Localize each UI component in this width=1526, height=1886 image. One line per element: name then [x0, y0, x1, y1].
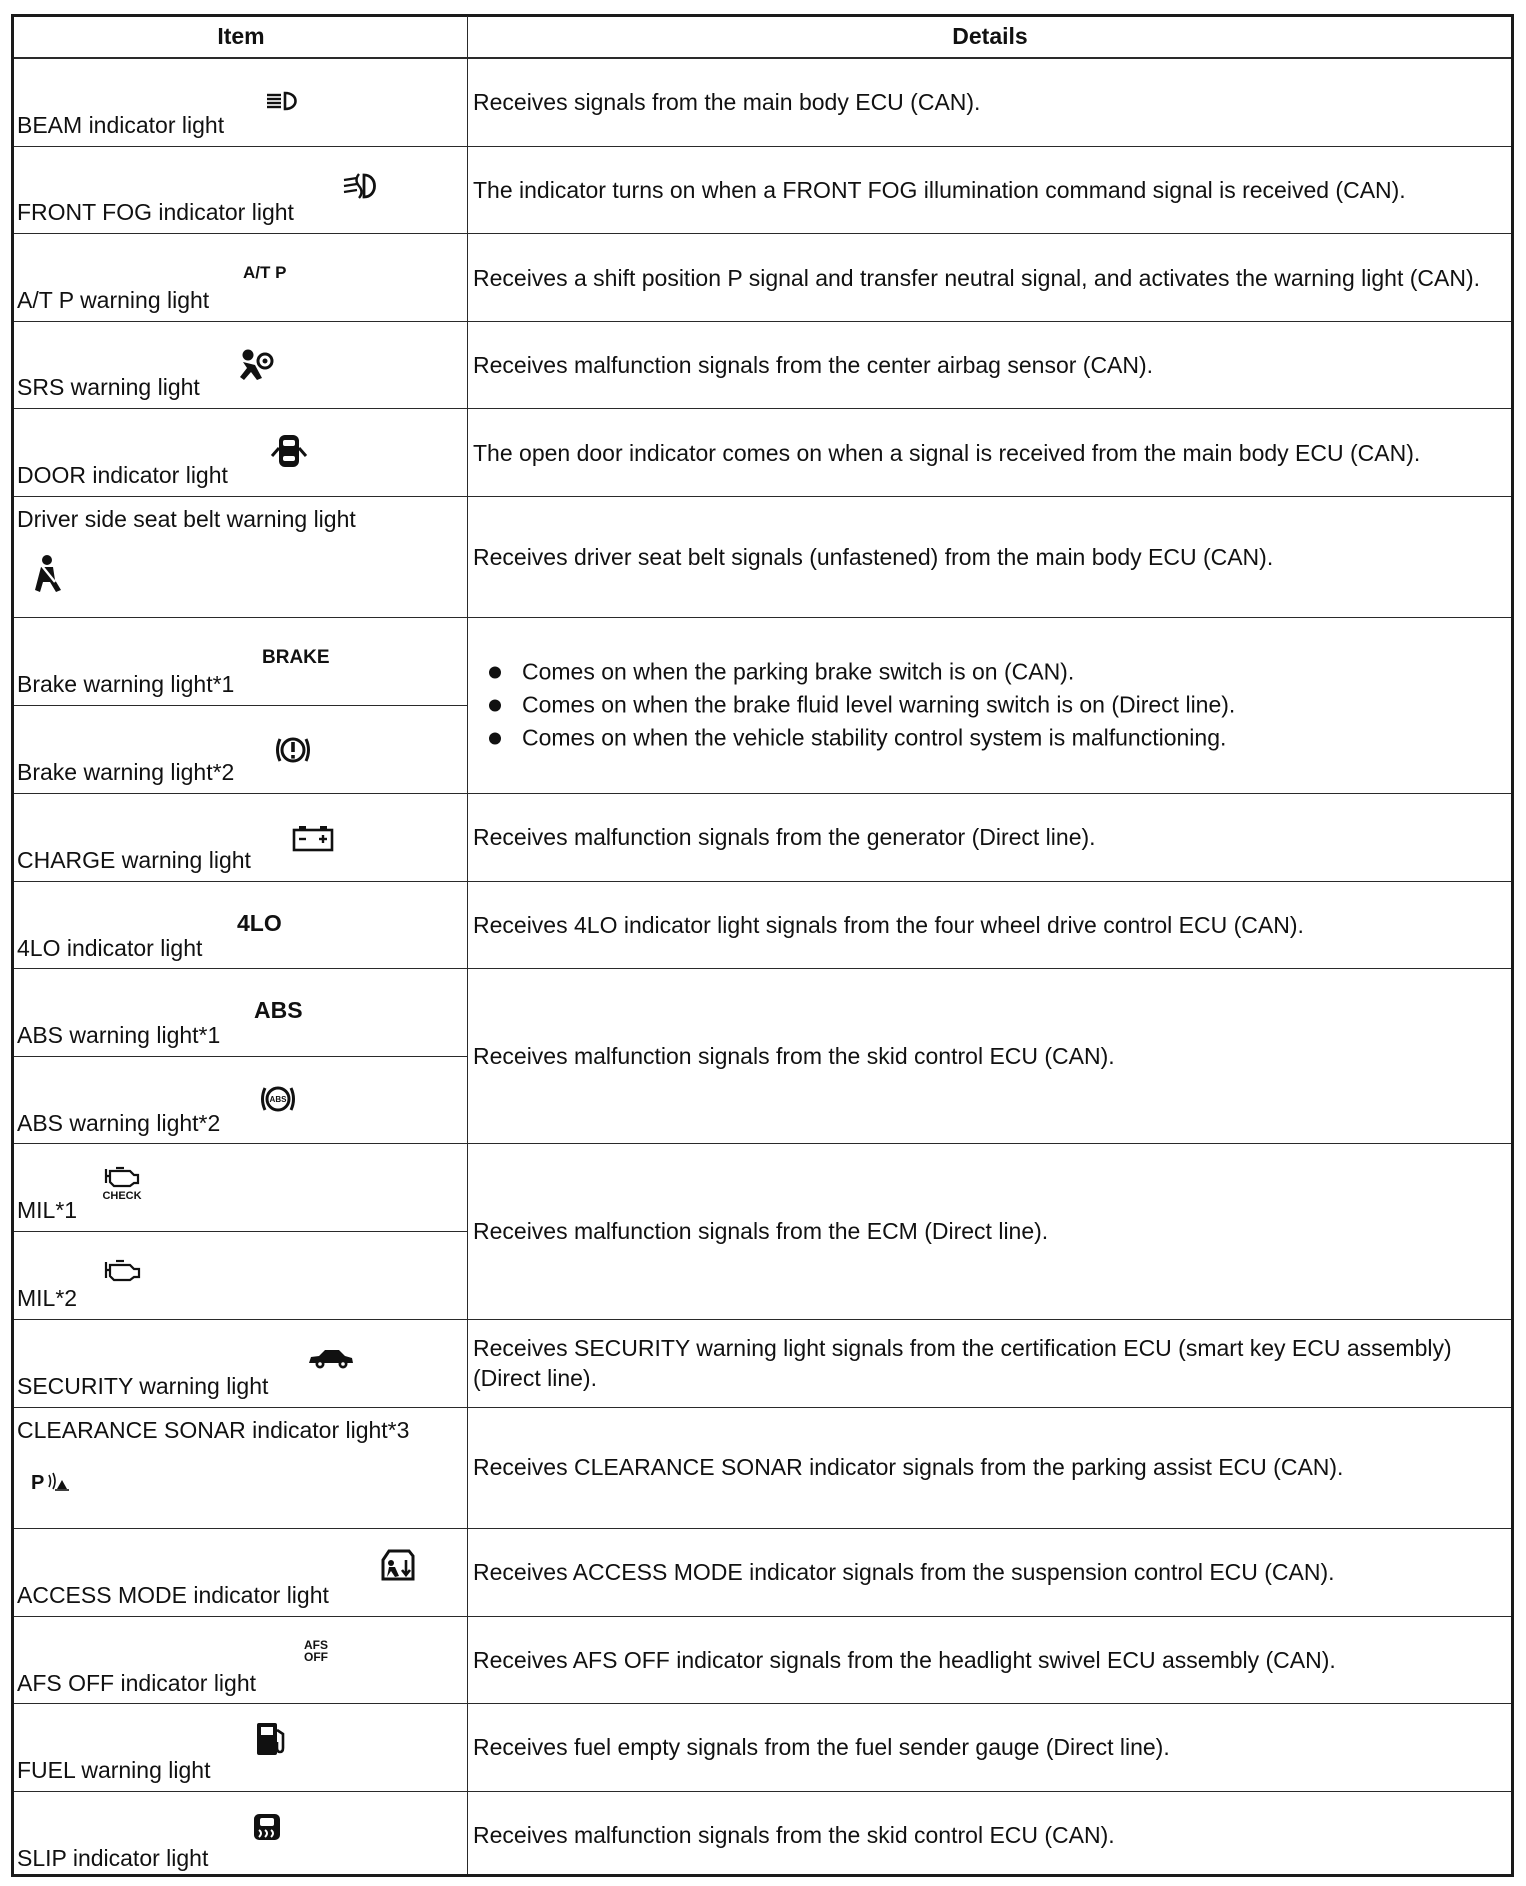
- row-divider: [14, 1143, 1511, 1144]
- item-label-srs: SRS warning light: [17, 374, 200, 400]
- slip-icon: [251, 1811, 285, 1845]
- afs-off-text-icon: [304, 1639, 328, 1663]
- item-label-brake-2: Brake warning light*2: [17, 759, 235, 785]
- row-divider: [14, 1231, 467, 1232]
- item-label-security: SECURITY warning light: [17, 1373, 269, 1399]
- details-4lo: Receives 4LO indicator light signals from the four wheel drive control ECU (CAN).: [473, 912, 1304, 938]
- row-divider: [14, 968, 1511, 969]
- off-label: OFF: [304, 1650, 328, 1664]
- details-abs: Receives malfunction signals from the skid control ECU (CAN).: [473, 1043, 1115, 1069]
- open-door-icon: [270, 432, 308, 470]
- details-at-p: Receives a shift position P signal and transfer neutral signal, and activates the warning light (CAN).: [473, 265, 1480, 291]
- item-label-beam: BEAM indicator light: [17, 112, 225, 138]
- 4lo-text-icon: 4LO: [237, 910, 282, 936]
- list-item: [489, 722, 1509, 755]
- header-item: Item: [217, 23, 265, 49]
- item-label-abs-2: ABS warning light*2: [17, 1110, 221, 1136]
- row-divider: [14, 617, 1511, 618]
- details-brake-bullet-1: Comes on when the parking brake switch is on (CAN).: [522, 658, 1075, 685]
- details-slip: Receives malfunction signals from the skid control ECU (CAN).: [473, 1822, 1115, 1848]
- row-divider: [14, 233, 1511, 234]
- abs-circle-label: ABS: [269, 1095, 287, 1104]
- item-label-fuel: FUEL warning light: [17, 1757, 211, 1783]
- battery-icon: [292, 824, 334, 852]
- item-label-front-fog: FRONT FOG indicator light: [17, 199, 294, 225]
- item-label-at-p: A/T P warning light: [17, 287, 210, 313]
- row-divider: [14, 793, 1511, 794]
- row-divider: [14, 1528, 1511, 1529]
- clearance-sonar-icon: [31, 1468, 71, 1494]
- row-divider: [14, 705, 467, 706]
- details-brake-bullet-2: Comes on when the brake fluid level warning switch is on (Direct line).: [522, 691, 1236, 718]
- fuel-pump-icon: [254, 1720, 290, 1758]
- list-item: [489, 689, 1509, 722]
- brake-text-icon: BRAKE: [262, 647, 330, 668]
- high-beam-icon: [265, 90, 305, 112]
- item-label-afs-off: AFS OFF indicator light: [17, 1670, 257, 1696]
- details-door: The open door indicator comes on when a signal is received from the main body ECU (CAN).: [473, 440, 1421, 466]
- check-engine-icon: [98, 1163, 146, 1203]
- bullet-icon: [489, 733, 501, 745]
- details-charge: Receives malfunction signals from the generator (Direct line).: [473, 824, 1096, 850]
- details-afs-off: Receives AFS OFF indicator signals from the headlight swivel ECU assembly (CAN).: [473, 1647, 1336, 1673]
- item-label-slip: SLIP indicator light: [17, 1845, 209, 1871]
- security-car-icon: [307, 1347, 355, 1371]
- sonar-p-label: P: [31, 1472, 45, 1494]
- row-divider: [14, 408, 1511, 409]
- header-details: Details: [952, 23, 1028, 49]
- abs-text-icon: ABS: [254, 997, 303, 1023]
- item-label-mil-2: MIL*2: [17, 1285, 78, 1311]
- item-label-mil-1: MIL*1: [17, 1197, 78, 1223]
- details-brake-list: [489, 656, 1509, 755]
- access-mode-icon: [379, 1546, 417, 1582]
- details-clearance-sonar: Receives CLEARANCE SONAR indicator signals from the parking assist ECU (CAN).: [473, 1454, 1344, 1480]
- item-label-brake-1: Brake warning light*1: [17, 671, 235, 697]
- brake-circle-icon: [274, 734, 312, 766]
- column-divider: [467, 16, 468, 1874]
- details-front-fog: The indicator turns on when a FRONT FOG illumination command signal is received (CAN).: [473, 177, 1406, 203]
- afs-label: AFS: [304, 1638, 328, 1652]
- row-divider: [14, 321, 1511, 322]
- row-divider: [14, 1616, 1511, 1617]
- seat-belt-icon: [33, 554, 65, 594]
- details-mil: Receives malfunction signals from the ECM (Direct line).: [473, 1218, 1049, 1244]
- abs-circle-icon: [259, 1083, 297, 1115]
- details-fuel: Receives fuel empty signals from the fuel sender gauge (Direct line).: [473, 1734, 1170, 1760]
- item-label-door: DOOR indicator light: [17, 462, 228, 488]
- details-access-mode: Receives ACCESS MODE indicator signals from the suspension control ECU (CAN).: [473, 1559, 1335, 1585]
- row-divider: [14, 1791, 1511, 1792]
- engine-icon: [102, 1256, 144, 1284]
- item-label-abs-1: ABS warning light*1: [17, 1022, 221, 1048]
- header-divider: [14, 57, 1511, 59]
- bullet-icon: [489, 700, 501, 712]
- row-divider: [14, 881, 1511, 882]
- list-item: [489, 656, 1509, 689]
- row-divider: [14, 1319, 1511, 1320]
- row-divider: [14, 1703, 1511, 1704]
- row-divider: [14, 1407, 1511, 1408]
- airbag-icon: [238, 348, 276, 382]
- item-label-seat-belt: Driver side seat belt warning light: [17, 506, 356, 532]
- details-security: Receives SECURITY warning light signals from the certification ECU (smart key ECU assembly) (Direct line).: [473, 1335, 1452, 1391]
- item-label-clearance-sonar: CLEARANCE SONAR indicator light*3: [17, 1417, 410, 1443]
- row-divider: [14, 496, 1511, 497]
- item-label-access-mode: ACCESS MODE indicator light: [17, 1582, 329, 1608]
- details-brake-bullet-3: Comes on when the vehicle stability control system is malfunctioning.: [522, 724, 1227, 751]
- item-label-charge: CHARGE warning light: [17, 847, 251, 873]
- details-beam: Receives signals from the main body ECU (CAN).: [473, 89, 981, 115]
- details-seat-belt: Receives driver seat belt signals (unfastened) from the main body ECU (CAN).: [473, 544, 1274, 570]
- details-srs: Receives malfunction signals from the center airbag sensor (CAN).: [473, 352, 1154, 378]
- check-label: CHECK: [102, 1190, 142, 1202]
- front-fog-icon: [342, 172, 382, 200]
- item-label-4lo: 4LO indicator light: [17, 935, 203, 961]
- at-p-text-icon: A/T P: [243, 263, 287, 282]
- row-divider: [14, 1056, 467, 1057]
- row-divider: [14, 146, 1511, 147]
- bullet-icon: [489, 667, 501, 679]
